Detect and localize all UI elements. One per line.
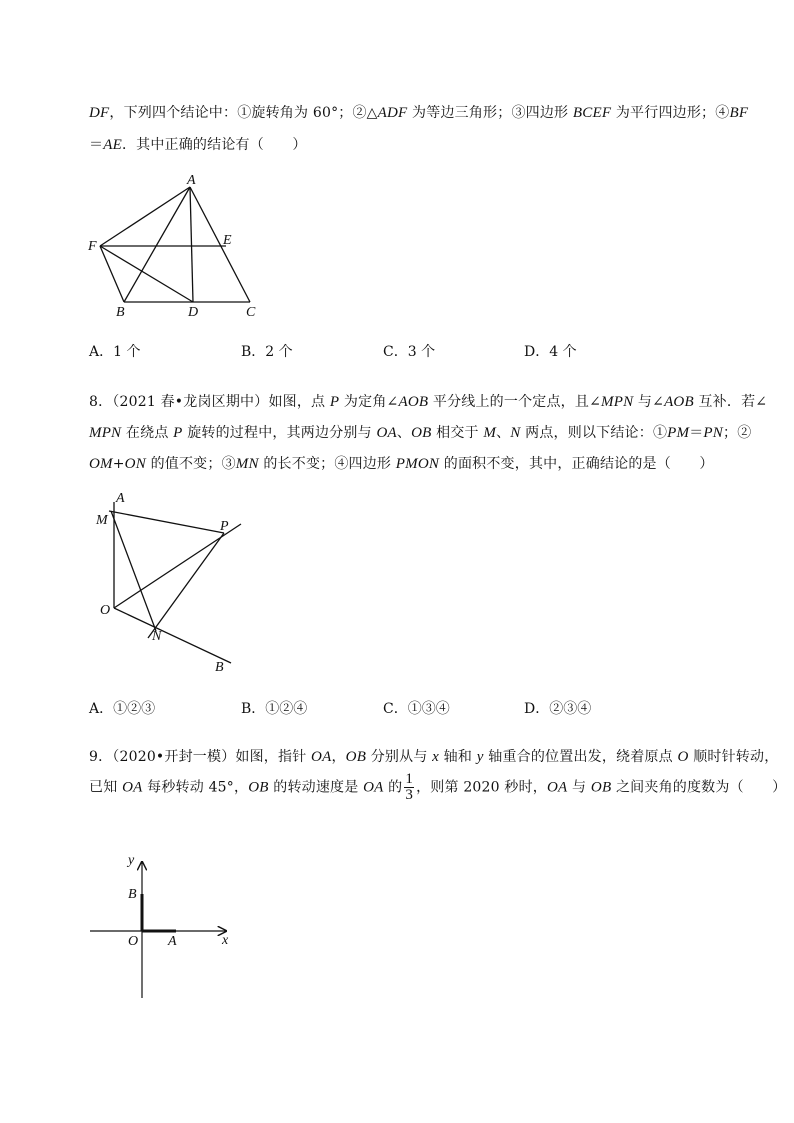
line-PN — [148, 533, 224, 638]
label-B: B — [215, 660, 224, 675]
q9-text-line1: 9．（2020•开封一模）如图，指针 OA，OB 分别从与 x 轴和 y 轴重合的位置出发，绕着原点 O 顺时针转动， — [89, 749, 779, 765]
segment-FD — [100, 246, 193, 302]
q7-option-a[interactable]: A．1 个 — [89, 344, 141, 360]
label-B: B — [128, 887, 137, 902]
label-N: N — [152, 629, 162, 644]
q8-text-line1: 8．（2021 春•龙岗区期中）如图，点 P 为定角∠AOB 平分线上的一个定点，且∠MPN 与∠AOB 互补．若∠ — [89, 394, 768, 410]
segment-AF — [100, 187, 190, 246]
segment-AD — [190, 187, 193, 302]
q8-option-b[interactable]: B．①②④ — [241, 701, 308, 717]
q7-option-b[interactable]: B．2 个 — [241, 344, 293, 360]
label-D: D — [188, 305, 199, 320]
q8-option-a[interactable]: A．①②③ — [89, 701, 156, 717]
q9-text-line2: 已知 OA 每秒转动 45°，OB 的转动速度是 OA 的 $\frac{1}{3}$ ，则第 2020 秒时，OA 与 OB 之间夹角的度数为（ ） — [89, 771, 787, 803]
ray-OB — [114, 608, 231, 663]
q7-text-line1: DF，下列四个结论中：①旋转角为 60°；②△ADF 为等边三角形；③四边形 BCEF 为平行四边形；④BF — [89, 105, 749, 121]
segment-FB — [100, 246, 124, 302]
q8-text-line2: MPN 在绕点 P 旋转的过程中，其两边分别与 OA、OB 相交于 M、N 两点，则以下结论：①PM＝PN；② — [89, 425, 752, 441]
q7-option-c[interactable]: C．3 个 — [383, 344, 436, 360]
q8-option-c[interactable]: C．①③④ — [383, 701, 450, 717]
q8-figure — [90, 486, 260, 686]
label-y: y — [128, 853, 135, 868]
label-A: A — [187, 173, 196, 188]
q7-figure — [80, 170, 280, 320]
label-O: O — [128, 934, 139, 949]
q7-text-line2: ＝AE．其中正确的结论有（ ） — [89, 137, 307, 153]
label-M: M — [96, 513, 108, 528]
q8-option-d[interactable]: D．②③④ — [524, 701, 592, 717]
label-A: A — [116, 491, 125, 506]
label-A: A — [168, 934, 177, 949]
label-F: F — [88, 239, 97, 254]
label-x: x — [222, 933, 229, 948]
fraction-one-third: $\frac{1}{3}$ — [405, 771, 414, 803]
q8-text-line3: OM+ON 的值不变；③MN 的长不变；④四边形 PMON 的面积不变，其中，正确结论的是（ ） — [89, 456, 714, 472]
line-MN — [111, 511, 156, 631]
segment-AC — [190, 187, 250, 302]
label-E: E — [223, 233, 232, 248]
label-P: P — [220, 519, 229, 534]
label-C: C — [246, 305, 256, 320]
label-O: O — [100, 603, 111, 618]
line-MP — [109, 511, 224, 533]
q9-figure — [88, 850, 248, 1010]
segment-AB — [124, 187, 190, 302]
q7-option-d[interactable]: D．4 个 — [524, 344, 577, 360]
label-B: B — [116, 305, 125, 320]
